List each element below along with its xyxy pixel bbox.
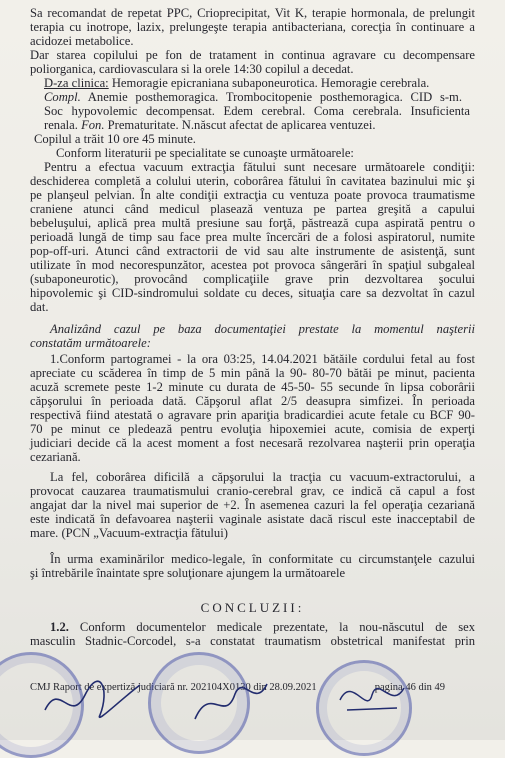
text-line: căpşorului în perioada dată. Căpşorul aflat 2/5 deasupra simfizei. În perioada	[30, 394, 475, 408]
text-line: terapia cu inotrope, lazix, prelungeşte terapia antibacteriana, corecţia în continuare a	[30, 20, 475, 34]
text-line: Dar starea copilului pe fon de tratament in continua agravare cu decompensare	[30, 48, 475, 62]
page-number: pagina 46 din 49	[374, 682, 445, 693]
text-line: 1.Conform partogramei - la ora 03:25, 14.04.2021 bătăile cordului fetal au fost	[50, 352, 475, 366]
text-line: utilizate în mod necorespunzător, acestea pot provoca sângerări în spaţiul subgaleal	[30, 258, 475, 272]
text-line: angajat dar la nivel mai superior de +2. În asemenea cazuri la fel operaţia cezariană	[30, 498, 475, 512]
text-line: În urma examinărilor medico-legale, în conformitate cu circumstanţele cazului	[50, 552, 475, 566]
text-line: Sa recomandat de repetat PPC, Crioprecipitat, Vit K, terapie hormonala, de prelungit	[30, 6, 475, 20]
text-line: Pentru a efectua vacuum extracţia fătului sunt necesare următoarele condiţii:	[44, 160, 475, 174]
conclusions-heading: CONCLUZII:	[200, 600, 305, 615]
analysis-heading: constatăm următoarele:	[30, 336, 151, 350]
text-line: bebeluşului, aplică prea multă presiune sau forţă, păstrează cupa aspirată pentru o	[30, 216, 475, 230]
conclusion-line: 1.2. Conform documentelor medicale prezentate, la nou-născutul de sex	[50, 620, 475, 634]
text-line: cezariană.	[30, 450, 81, 464]
text-line: provocat cauzarea traumatismului cranio-cerebral grav, ce indică că capul a fost	[30, 484, 475, 498]
signature-right	[332, 670, 412, 730]
text-line: La fel, coborârea dificilă a căpşorului la tracţia cu vacuum-extractorului, a	[50, 470, 475, 484]
text-line: masculin Stadnic-Corcodel, s-a constatat traumatism obstetrical manifestat prin	[30, 634, 475, 648]
text-line: pe planşeul pelvian. În alte condiţii extracţia cu ventuza poate provoca traumatisme	[30, 188, 475, 202]
text-line: acidozei metabolice.	[30, 34, 134, 48]
text-line: deschiderea completă a colului uterin, coborârea fătului în cavitatea bazinului mic şi	[30, 174, 475, 188]
report-reference: CMJ Raport de expertiză judiciară nr. 202104X0130 din 28.09.2021	[30, 682, 317, 693]
text-line: 70 pe minut ce pledează pentru evoluţia hipoxemiei acute, comisia de experţi	[30, 422, 475, 436]
text-line: perioadă lungă de timp sau face prea multe încercări de a folosi aspiratorul, numite	[30, 230, 475, 244]
text-line: Conform literaturii pe specialitate se cunoaşte următoarele:	[56, 146, 354, 160]
text-line: acuză scremete peste 1-2 minute cu durata de 45-50- 55 secunde în lipsa coborârii	[30, 380, 475, 394]
text-line: Soc hypovolemic decompensat. Edem cerebral. Coma cerebrala. Insuficienta	[44, 104, 470, 118]
signature-left	[40, 670, 150, 730]
text-line: judiciari decide că la acest moment a fost necesară rezolvarea naşterii prin operaţia	[30, 436, 475, 450]
text-line: este indicată în defavoarea naşterii vaginale asistate dacă riscul este inacceptabil de	[30, 512, 475, 526]
signature-center	[185, 664, 275, 734]
text-line: apreciate cu scăderea în timp de 5 min până la 90- 80-70 bătăi pe minut, pacienta	[30, 366, 475, 380]
text-line: respectivă fiind atestată o agravare prin apariţia bradicardiei acute fetale cu BCF 90-	[30, 408, 475, 422]
text-line: Copilul a trăit 10 ore 45 minute.	[34, 132, 196, 146]
text-line: hipovolemic şi CID-sindromului soldate cu deces, situaţia care sa dezvoltat în cazul	[30, 286, 475, 300]
text-line: pop-off-uri. Atunci când extractorii de vid sau alte instrumente de asistenţă, sunt	[30, 244, 475, 258]
text-line: (subaponeurotic), provocând complicaţiile grave prin dezvoltarea şocului	[30, 272, 475, 286]
text-line: şi întrebările înaintate spre soluţionare ajungem la următoarele	[30, 566, 346, 580]
background-line: renala. Fon. Prematuritate. N.născut afectat de aplicarea ventuzei.	[44, 118, 376, 132]
text-line: mare. (PCN „Vacuum-extracţia fătului)	[30, 526, 228, 540]
text-line: craniene atunci când medicul plasează ventuza pe partea greşită a capului	[30, 202, 475, 216]
complications-line: Compl. Anemie posthemoragica. Trombocitopenie posthemoragica. CID s-m.	[44, 90, 462, 104]
analysis-heading: Analizând cazul pe baza documentaţiei prestate la momentul naşterii	[50, 322, 475, 336]
text-line: dat.	[30, 300, 49, 314]
clinical-diagnosis-line: D-za clinica: Hemoragie epicraniana subaponeurotica. Hemoragie cerebrala.	[44, 76, 430, 90]
text-line: poliorganica, cardiovasculara si la orele 14:30 copilul a decedat.	[30, 62, 354, 76]
